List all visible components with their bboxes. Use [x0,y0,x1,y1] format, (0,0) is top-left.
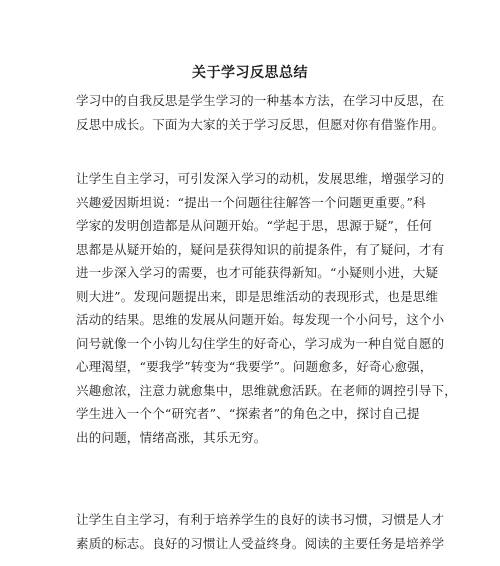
paragraph-reading-habits [76,508,445,555]
text-line: 问号就像一个小钩儿勾住学生的好奇心，学习成为一种自觉自愿的 [76,335,445,351]
text-line: 出的问题，情绪高涨，其乐无穷。 [76,429,267,445]
text-line: 让学生自主学习，有利于培养学生的良好的读书习惯，习惯是人才 [76,512,445,527]
text-line: 素质的标志。良好的习惯让人受益终身。阅读的主要任务是培养学 [76,535,445,551]
paragraph-self-study-motivation [76,167,458,449]
document-title: 关于学习反思总结 [192,65,308,81]
text-line: 思都是从疑开始的，疑问是获得知识的前提条件，有了疑问，才有 [76,241,445,257]
text-line: 活动的结果。思维的发展从问题开始。每发现一个小问号，这个小 [76,312,445,327]
paragraph-intro [76,89,445,136]
text-line: 学习中的自我反思是学生学习的一种基本方法，在学习中反思，在 [76,93,445,108]
text-line: 兴趣愈浓，注意力就愈集中，思维就愈活跃。在老师的调控引导下， [76,382,458,398]
text-line: 进一步深入学习的需要，也才可能获得新知。“小疑则小进，大疑 [76,265,439,280]
text-line: 心理渴望，“要我学”转变为“我要学”。问题愈多，好奇心愈强， [76,359,433,374]
text-line: 学家的发明创造都是从问题开始。“学起于思，思源于疑”，任何 [76,218,433,233]
text-line: 学生进入一个个“研究者”、“探索者”的角色之中，探讨自己提 [76,406,420,421]
text-line: 反思中成长。下面为大家的关于学习反思，但愿对你有借鉴作用。 [76,116,445,132]
text-line: 让学生自主学习，可引发深入学习的动机，发展思维，增强学习的 [76,171,445,186]
text-line: 则大进”。发现问题提出来，即是思维活动的表现形式，也是思维 [76,288,439,304]
text-line: 兴趣爱因斯坦说：“提出一个问题往往解答一个问题更重要。”科 [76,194,426,210]
